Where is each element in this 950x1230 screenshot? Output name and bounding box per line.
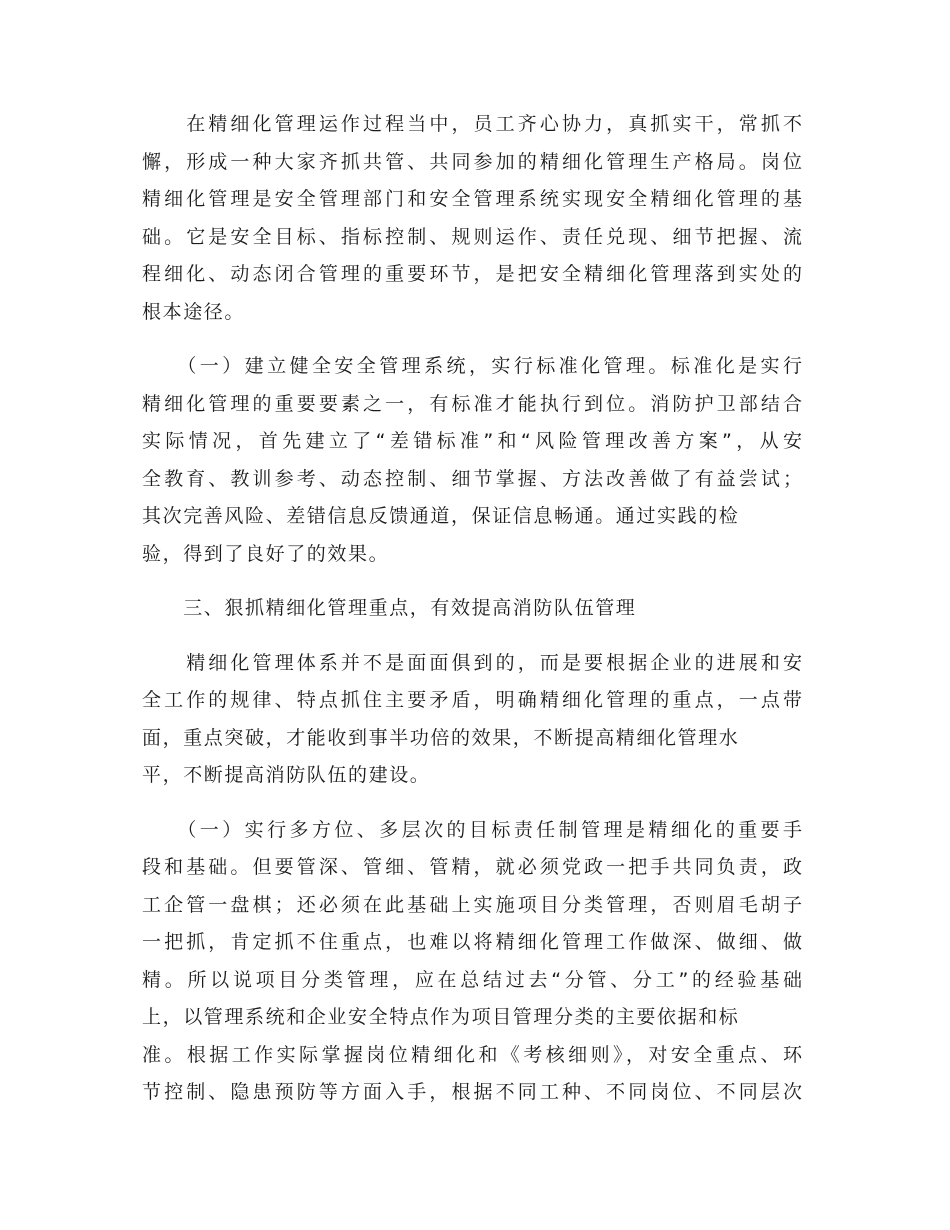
text-line: （一）实行多方位、多层次的目标责任制管理是精细化的重要手 bbox=[142, 818, 802, 841]
paragraph-key-points bbox=[142, 645, 802, 795]
text-line: 验，得到了良好了的效果。 bbox=[142, 542, 390, 565]
paragraph-target-responsibility bbox=[142, 812, 802, 1112]
text-line: 精细化管理是安全管理部门和安全管理系统实现安全精细化管理的基 bbox=[142, 188, 802, 210]
paragraph-refined-management-intro bbox=[142, 106, 802, 331]
document-body bbox=[142, 106, 802, 1129]
text-line: 全教育、教训参考、动态控制、细节掌握、方法改善做了有益尝试； bbox=[142, 467, 802, 490]
text-line: 在精细化管理运作过程当中，员工齐心协力，真抓实干，常抓不 bbox=[142, 113, 802, 135]
paragraph-standardization bbox=[142, 348, 802, 573]
text-line: 精细化管理的重要要素之一，有标准才能执行到位。消防护卫部结合 bbox=[142, 392, 802, 415]
text-line: 懈，形成一种大家齐抓共管、共同参加的精细化管理生产格局。岗位 bbox=[142, 150, 802, 173]
text-line: 准。根据工作实际掌握岗位精细化和《考核细则》，对安全重点、环 bbox=[142, 1043, 802, 1066]
text-line: 段和基础。但要管深、管细、管精，就必须党政一把手共同负责，政 bbox=[142, 856, 802, 878]
text-line: 根本途径。 bbox=[142, 300, 246, 323]
text-line: 全工作的规律、特点抓住主要矛盾，明确精细化管理的重点，一点带 bbox=[142, 689, 802, 711]
section-heading: 三、狠抓精细化管理重点，有效提高消防队伍管理 bbox=[142, 597, 637, 619]
text-line: 平，不断提高消防队伍的建设。 bbox=[142, 764, 431, 786]
text-line: 工企管一盘棋；还必须在此基础上实施项目分类管理，否则眉毛胡子 bbox=[142, 893, 802, 916]
text-line: 其次完善风险、差错信息反馈通道，保证信息畅通。通过实践的检 bbox=[142, 505, 740, 527]
text-line: 础。它是安全目标、指标控制、规则运作、责任兑现、细节把握、流 bbox=[142, 225, 802, 248]
text-line: 精。所以说项目分类管理，应在总结过去“分管、分工”的经验基础 bbox=[142, 968, 802, 991]
text-line: 上，以管理系统和企业安全特点作为项目管理分类的主要依据和标 bbox=[142, 1006, 740, 1028]
section-heading-three bbox=[142, 590, 802, 628]
text-line: 节控制、隐患预防等方面入手，根据不同工种、不同岗位、不同层次 bbox=[142, 1081, 802, 1103]
text-line: 精细化管理体系并不是面面俱到的，而是要根据企业的进展和安 bbox=[142, 651, 802, 674]
text-line: 程细化、动态闭合管理的重要环节，是把安全精细化管理落到实处的 bbox=[142, 263, 802, 285]
text-line: （一）建立健全安全管理系统，实行标准化管理。标准化是实行 bbox=[142, 355, 802, 377]
text-line: 一把抓，肯定抓不住重点，也难以将精细化管理工作做深、做细、做 bbox=[142, 931, 802, 953]
text-line: 面，重点突破，才能收到事半功倍的效果，不断提高精细化管理水 bbox=[142, 726, 740, 749]
text-line: 实际情况，首先建立了“差错标准”和“风险管理改善方案”，从安 bbox=[142, 430, 802, 452]
